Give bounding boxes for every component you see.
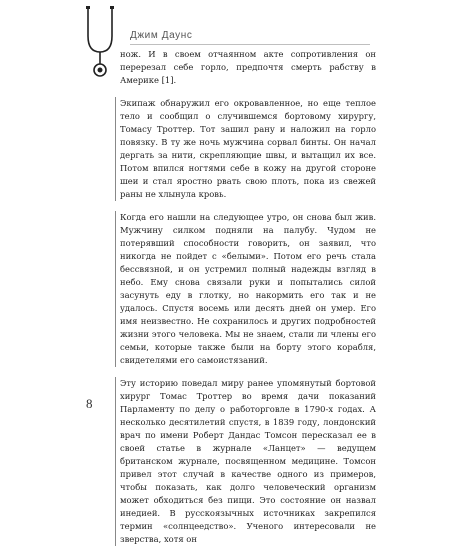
paragraph-4-block <box>115 377 376 546</box>
paragraph-1-block <box>120 48 376 87</box>
paragraph-2-block <box>115 97 376 201</box>
page-number: 8 <box>86 396 93 411</box>
paragraph-3-block <box>115 211 376 367</box>
paragraph: Экипаж обнаружил его окровавленное, но еще теплое тело и сообщил о случившемся бортовому хирургу, Томасу Троттер. Тот зашил рану и наложил на горло повязку. В ту же ночь мужчина сорвал бинты. Он начал дергать за нити, скрепляющие швы, и вытащил их все. Потом впился ногтями себе в кожу на другой стороне шеи и стал яростно рвать свою плоть, пока из свежей раны не хлынула кровь. <box>120 98 376 199</box>
page-body <box>120 48 376 556</box>
running-header-author: Джим Даунс <box>130 30 193 41</box>
paragraph: Эту историю поведал миру ранее упомянутый бортовой хирург Томас Троттер во время дачи показаний Парламенту по делу о работорговле в 1790-х годах. А несколько десятилетий спустя, в 1839 году, лондонский врач по имени Роберт Дандас Томсон пересказал ее в своей статье в журнале «Ланцет» — ведущем британском журнале, посвященном медицине. Томсон привел этот случай в качестве одного из примеров, чтобы показать, как долго человеческий организм может обходиться без пищи. Это состояние он назвал инедией. В русскоязычных источниках закрепился термин «солнцеедство». Ученого интересовали не зверства, хотя он <box>120 378 376 544</box>
stethoscope-icon <box>78 6 124 80</box>
paragraph: нож. И в своем отчаянном акте сопротивления он перерезал себе горло, предпочтя смерть рабству в Америке [1]. <box>120 49 376 85</box>
paragraph: Когда его нашли на следующее утро, он снова был жив. Мужчину силком подняли на палубу. Чудом не потерявший способности говорить, он заявил, что никогда не пойдет с «белыми». Потом его речь стала бессвязной, и он устремил полный надежды взгляд в небо. Ему снова связали руки и попытались силой засунуть еду в глотку, но накормить его так и не удалось. Спустя восемь или десять дней он умер. Его имя неизвестно. Не сохранилось и других подробностей жизни этого человека. Мы не знаем, стали ли члены его семьи, которые также были на борту этого корабля, свидетелями его самоистязаний. <box>120 212 376 365</box>
header-rule <box>130 44 370 45</box>
